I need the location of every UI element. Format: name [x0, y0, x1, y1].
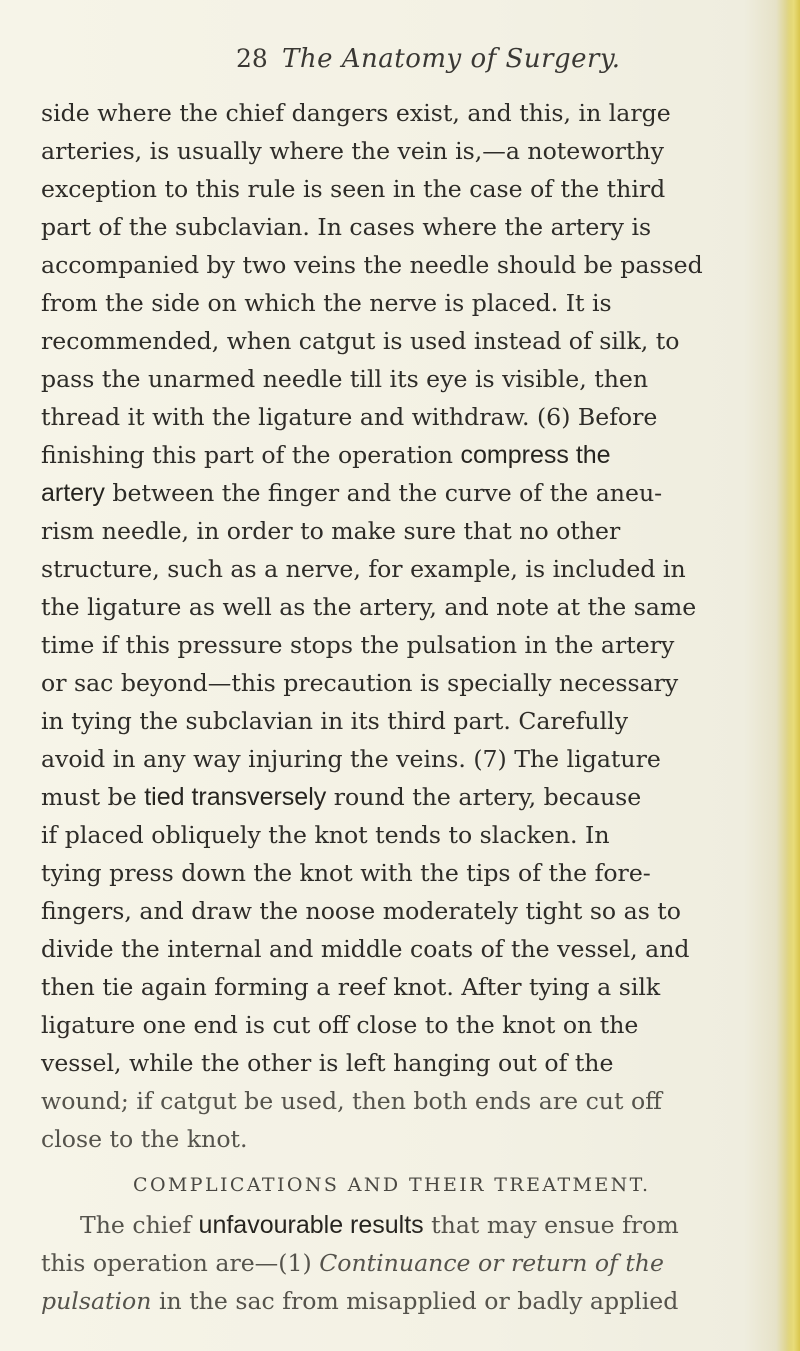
text-segment: structure, such as a nerve, for example, is included in — [41, 555, 686, 583]
text-line — [41, 208, 651, 246]
text-line — [41, 740, 661, 778]
text-line — [41, 588, 696, 626]
emphasized-phrase: unfavourable results — [198, 1211, 424, 1239]
emphasized-phrase: compress the — [460, 441, 611, 469]
text-line — [41, 626, 674, 664]
text-segment: divide the internal and middle coats of the vessel, and — [41, 935, 690, 963]
text-line — [41, 360, 648, 398]
running-title: The Anatomy of Surgery. — [282, 44, 621, 74]
text-segment: the ligature as well as the artery, and note at the same — [41, 593, 697, 621]
text-segment: side where the chief dangers exist, and this, in large — [41, 99, 671, 127]
text-segment: The chief — [80, 1211, 199, 1239]
emphasized-phrase: artery — [41, 479, 105, 507]
text-line — [41, 398, 657, 436]
text-segment: from the side on which the nerve is placed. It is — [41, 289, 612, 317]
text-segment: must be — [41, 783, 145, 811]
text-line — [41, 284, 612, 322]
text-line — [41, 854, 651, 892]
text-line — [41, 132, 664, 170]
text-line — [41, 664, 678, 702]
text-segment: this operation are—(1) — [41, 1249, 320, 1277]
text-segment: in tying the subclavian in its third part. Carefully — [41, 707, 629, 735]
text-segment: or sac beyond—this precaution is specially necessary — [41, 669, 679, 697]
text-line — [41, 436, 611, 474]
text-segment: accompanied by two veins the needle should be passed — [41, 251, 703, 279]
text-segment: tying press down the knot with the tips of the fore- — [41, 859, 651, 887]
text-line — [41, 892, 681, 930]
text-segment: part of the subclavian. In cases where the artery is — [41, 213, 652, 241]
text-line — [41, 550, 686, 588]
text-line — [41, 246, 703, 284]
text-line — [41, 170, 665, 208]
text-segment: in the sac from misapplied or badly applied — [151, 1287, 679, 1315]
text-line — [41, 512, 620, 550]
italic-phrase: Continuance or return of the — [319, 1249, 664, 1277]
text-line — [41, 1120, 248, 1158]
text-line — [41, 474, 662, 512]
text-segment: exception to this rule is seen in the case of the third — [41, 175, 666, 203]
text-line — [41, 1244, 664, 1282]
text-segment: vessel, while the other is left hanging out of the — [41, 1049, 614, 1077]
text-segment: round the artery, because — [326, 783, 642, 811]
text-line — [41, 1044, 613, 1082]
text-line — [41, 322, 679, 360]
text-segment: thread it with the ligature and withdraw. (6) Before — [41, 403, 658, 431]
text-segment: finishing this part of the operation — [41, 441, 461, 469]
text-line — [41, 930, 690, 968]
text-segment: fingers, and draw the noose moderately tight so as to — [41, 897, 681, 925]
text-segment: ligature one end is cut off close to the knot on the — [41, 1011, 639, 1039]
text-segment: if placed obliquely the knot tends to slacken. In — [41, 821, 610, 849]
text-segment: time if this pressure stops the pulsation in the artery — [41, 631, 675, 659]
page-edge — [786, 0, 800, 1351]
text-line — [41, 1006, 638, 1044]
text-line — [41, 816, 610, 854]
page-header — [0, 44, 800, 84]
text-segment: close to the knot. — [41, 1125, 248, 1153]
text-line — [80, 1206, 679, 1244]
emphasized-phrase: tied transversely — [144, 783, 327, 811]
text-segment: arteries, is usually where the vein is,—a noteworthy — [41, 137, 664, 165]
text-line — [41, 94, 671, 132]
text-line — [41, 968, 660, 1006]
text-segment: between the finger and the curve of the aneu- — [104, 479, 663, 507]
text-line — [41, 702, 628, 740]
text-segment: recommended, when catgut is used instead of silk, to — [41, 327, 680, 355]
text-segment: rism needle, in order to make sure that no other — [41, 517, 621, 545]
section-heading — [133, 1166, 650, 1204]
page-number: 28 — [236, 44, 268, 73]
text-line — [41, 1282, 678, 1320]
text-line — [41, 778, 641, 816]
text-segment: wound; if catgut be used, then both ends are cut off — [41, 1087, 662, 1115]
text-segment: COMPLICATIONS AND THEIR TREATMENT. — [133, 1174, 651, 1196]
text-segment: that may ensue from — [423, 1211, 679, 1239]
italic-phrase: pulsation — [41, 1287, 152, 1315]
text-line — [41, 1082, 662, 1120]
text-segment: then tie again forming a reef knot. After tying a silk — [41, 973, 661, 1001]
text-segment: avoid in any way injuring the veins. (7) The ligature — [41, 745, 661, 773]
text-segment: pass the unarmed needle till its eye is visible, then — [41, 365, 649, 393]
